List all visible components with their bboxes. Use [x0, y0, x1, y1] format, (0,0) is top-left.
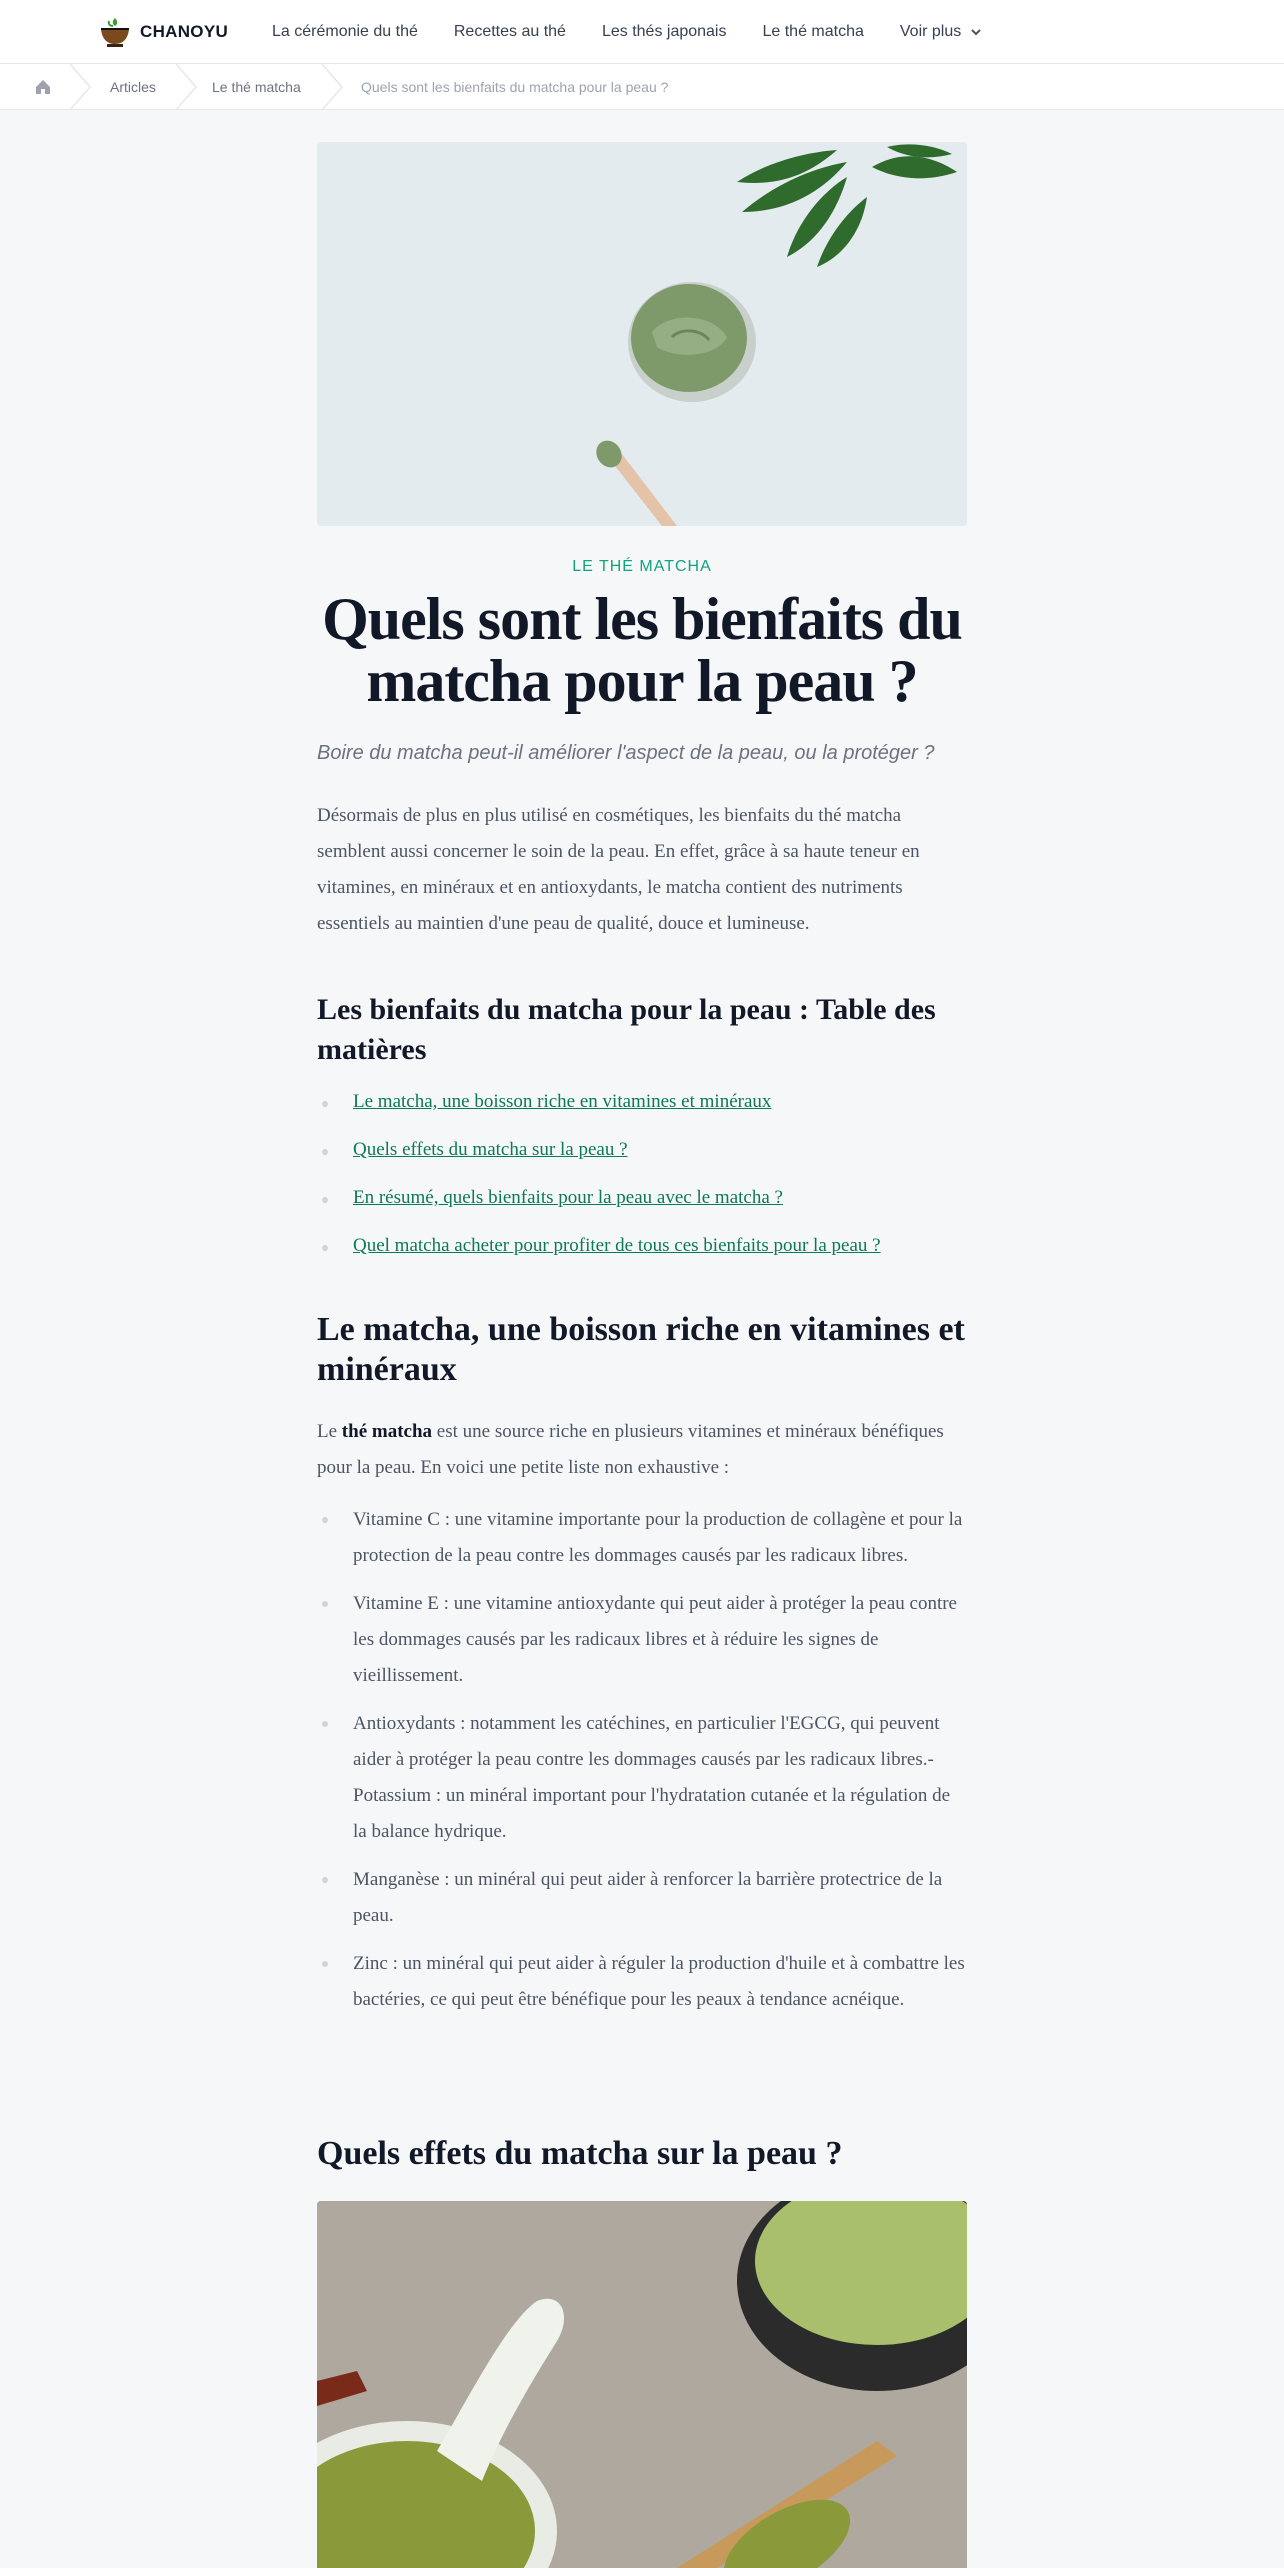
toc-link[interactable]: En résumé, quels bienfaits pour la peau avec le matcha ?: [353, 1187, 783, 1208]
tea-bowl-icon: [98, 15, 132, 49]
nutrients-list: [317, 1502, 967, 2030]
article-lead: Boire du matcha peut-il améliorer l'aspect de la peau, ou la protéger ?: [317, 742, 935, 764]
brand-name: CHANOYU: [140, 22, 229, 41]
toc-item: [317, 1138, 967, 1186]
toc-link[interactable]: Quel matcha acheter pour profiter de tous ces bienfaits pour la peau ?: [353, 1235, 881, 1256]
top-navbar: [0, 0, 1284, 64]
article-category[interactable]: LE THÉ MATCHA: [572, 558, 712, 575]
nav-thes-japonais[interactable]: Les thés japonais: [601, 23, 727, 40]
nav-voir-plus[interactable]: [882, 0, 1001, 64]
table-of-contents: [317, 1090, 967, 1282]
breadcrumb-separator: [322, 64, 344, 110]
nav-the-matcha[interactable]: Le thé matcha: [762, 23, 864, 40]
toc-item: [317, 1186, 967, 1234]
breadcrumb-separator: [176, 64, 198, 110]
nav-ceremonie[interactable]: La cérémonie du thé: [272, 23, 418, 40]
list-item: Vitamine C : une vitamine importante pour la production de collagène et pour la protection de la peau contre les dommages causés par les radicaux libres.: [317, 1502, 967, 1574]
nav-voir-plus-label: Voir plus: [899, 23, 962, 40]
section-heading-vitamines: Le matcha, une boisson riche en vitamines et minéraux: [317, 1311, 965, 1388]
hero-image: [317, 142, 967, 526]
breadcrumb-separator: [70, 64, 92, 110]
toc-link[interactable]: Le matcha, une boisson riche en vitamines et minéraux: [353, 1091, 772, 1112]
list-item: Zinc : un minéral qui peut aider à réguler la production d'huile et à combattre les bactéries, ce qui peut être bénéfique pour les peaux à tendance acnéique.: [317, 1946, 967, 2018]
section-intro: [317, 1414, 967, 1486]
toc-item: [317, 1234, 967, 1282]
matcha-mask-illustration: [317, 142, 967, 526]
toc-item: [317, 1090, 967, 1138]
section-intro-bold: thé matcha: [341, 1421, 433, 1442]
section-intro-post: est une source riche en plusieurs vitamines et minéraux bénéfiques pour la peau. En voici une petite liste non exhaustive :: [317, 1421, 944, 1478]
list-item: Vitamine E : une vitamine antioxydante qui peut aider à protéger la peau contre les dommages causés par les radicaux libres et à réduire les signes de vieillissement.: [317, 1586, 967, 1694]
list-item: Manganèse : un minéral qui peut aider à renforcer la barrière protectrice de la peau.: [317, 1862, 967, 1934]
nav-recettes[interactable]: Recettes au thé: [453, 23, 566, 40]
breadcrumb-home[interactable]: [34, 64, 52, 110]
breadcrumb: [0, 64, 1284, 110]
toc-link[interactable]: Quels effets du matcha sur la peau ?: [353, 1139, 628, 1160]
article-intro: Désormais de plus en plus utilisé en cosmétiques, les bienfaits du thé matcha semblent aussi concerner le soin de la peau. En effet, grâce à sa haute teneur en vitamines, en minéraux et en antioxydants, le matcha contient des nutriments essentiels au maintien d'une peau de qualité, douce et lumineuse.: [317, 805, 920, 934]
home-icon: [34, 78, 52, 96]
breadcrumb-current: Quels sont les bienfaits du matcha pour la peau ?: [361, 79, 669, 95]
main-nav: [254, 0, 1001, 64]
breadcrumb-articles[interactable]: Articles: [110, 79, 156, 95]
toc-heading: Les bienfaits du matcha pour la peau : Table des matières: [317, 993, 936, 1066]
chevron-down-icon: [969, 25, 983, 39]
list-item: Antioxydants : notamment les catéchines, en particulier l'EGCG, qui peuvent aider à protéger la peau contre les dommages causés par les radicaux libres.- Potassium : un minéral important pour l'hydratation cutanée et la régulation de la balance hydrique.: [317, 1706, 967, 1850]
article-title: Quels sont les bienfaits du matcha pour la peau ?: [322, 586, 962, 714]
breadcrumb-the-matcha[interactable]: Le thé matcha: [212, 79, 301, 95]
brand-logo[interactable]: [98, 10, 228, 54]
section-heading-effets: Quels effets du matcha sur la peau ?: [317, 2135, 843, 2172]
section-intro-pre: Le: [317, 1421, 342, 1442]
matcha-bowl-image: [317, 2201, 967, 2568]
matcha-bowl-illustration: [317, 2201, 967, 2568]
